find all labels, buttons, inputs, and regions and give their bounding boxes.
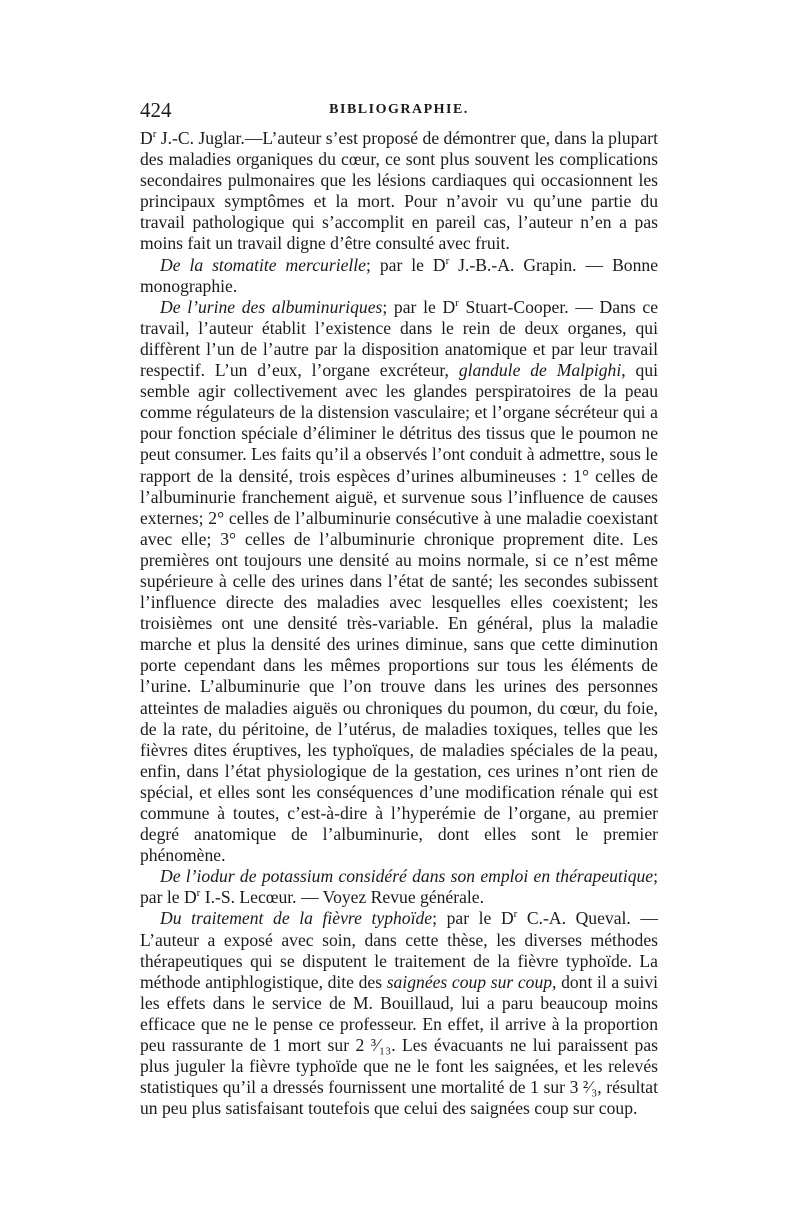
byline-rest: Stuart-Cooper. — Dans ce travail, l’auteur établit l’existence dans le rein de deux organes, qui diffèrent l’un de l’autre par la disposition anatomique et par leur travail respectif. L’un d’eux, l’organe excréteur, xyxy=(140,296,659,381)
byline-rest: J.-B.-A. Grapin. — Bonne monographie. xyxy=(140,254,658,296)
paragraph-text: —L’auteur s’est proposé de démontrer que, dans la plupart des maladies organiques du cœur, ce sont plus souvent les complications secondaires pulmonaires que les lésions cardiaques qui occasionnent les principaux symptômes et la mort. Pour n’avoir vu qu’une partie du travail pathologique qui s’accomplit en pareil cas, l’auteur n’en a pas moins fait un travail digne d’être consulté avec fruit. xyxy=(140,128,658,254)
byline-prefix: ; par le D xyxy=(382,296,456,317)
author-title-superscript: r xyxy=(455,296,459,309)
page-body xyxy=(140,128,658,1119)
author-name: D xyxy=(140,128,153,148)
author-name-rest: J.-C. Juglar. xyxy=(156,128,245,148)
paragraph-text: , dont il a suivi les effets dans le service de M. Bouillaud, lui a paru beaucoup moins efficace que ne le pense ce professeur. En effet, il arrive à la proportion peu rassurante de 1 mort sur 2 ³⁄₁₃. Les évacuants ne lui paraissent pas plus juguler la fièvre typhoïde que ne le font les saignées, et les relevés statistiques qu’il a dressés fournissent une mortalité de 1 sur 3 ²⁄₃, résultat un peu plus satisfaisant toutefois que celui des saignées coup sur coup. xyxy=(140,971,659,1119)
author-title-superscript: r xyxy=(152,128,157,141)
page-header xyxy=(140,98,658,122)
work-title: De l’urine des albuminuriques xyxy=(160,296,383,317)
italic-term: glandule de Malpighi xyxy=(458,360,622,381)
work-title: Du traitement de la fièvre typhoïde xyxy=(160,908,433,929)
page-number: 424 xyxy=(140,98,172,122)
italic-term: saignées coup sur coup xyxy=(386,971,553,992)
byline-rest: C.-A. Queval. — L’auteur a exposé avec soin, dans cette thèse, les diverses méthodes thérapeutiques qui se disputent le traitement de la fièvre typhoïde. La méthode antiphlogistique, dite des xyxy=(140,908,658,992)
author-title-superscript: r xyxy=(196,887,201,900)
byline-prefix: ; par le D xyxy=(366,254,446,275)
author-title-superscript: r xyxy=(445,254,450,267)
paragraph-lecoeur xyxy=(140,866,658,908)
byline-rest: I.-S. Lecœur. — Voyez Revue générale. xyxy=(200,887,485,908)
work-title: De la stomatite mercurielle xyxy=(160,254,366,275)
work-title: De l’iodur de potassium considéré dans son emploi en thérapeutique xyxy=(160,866,654,887)
paragraph-stuart-cooper xyxy=(140,297,658,867)
paragraph-queval xyxy=(140,908,658,1119)
paragraph-juglar xyxy=(140,128,658,255)
byline-prefix: ; par le D xyxy=(432,908,514,929)
byline-prefix: ; par le D xyxy=(140,866,658,908)
running-title: BIBLIOGRAPHIE. xyxy=(329,102,469,117)
paragraph-text: , qui semble agir collectivement avec les glandes perspiratoires de la peau comme régulateurs de la distension vasculaire; et l’organe sécréteur qui a pour fonction spéciale d’éliminer le détritus des tissus que le poumon ne peut consumer. Les faits qu’il a observés l’ont conduit à admettre, sous le rapport de la densité, trois espèces d’urines albumineuses : 1° celles de l’albuminurie franchement aiguë, et survenue sous l’influence de causes externes; 2° celles de l’albuminurie consécutive à une maladie coexistant avec elle; 3° celles de l’albuminurie chronique proprement dite. Les premières ont toujours une densité au moins normale, si ce n’est même supérieure à celle des urines dans l’état de santé; les secondes subissent l’influence directe des maladies avec lesquelles elles coexistent; les troisièmes ont une densité très-variable. En général, plus la maladie marche et plus la densité des urines diminue, sans que cette diminution porte cependant dans les mêmes proportions sur tous les éléments de l’urine. L’albuminurie que l’on trouve dans les urines des personnes atteintes de maladies aiguës ou chroniques du poumon, du cœur, du foie, de la rate, du péritoine, de l’utérus, de maladies toxiques, telles que les fièvres dites éruptives, les typhoïques, de maladies spéciales de la peau, enfin, dans l’état physiologique de la gestation, ces urines n’ont rien de spécial, et elles sont les conséquences d’une modification rénale qui est commune à toutes, c’est-à-dire à l’hyperémie de l’organe, au premier degré anatomique de l’albuminurie, dont elles sont le premier phénomène. xyxy=(140,360,659,866)
author-title-superscript: r xyxy=(513,908,518,921)
paragraph-grapin xyxy=(140,255,658,297)
